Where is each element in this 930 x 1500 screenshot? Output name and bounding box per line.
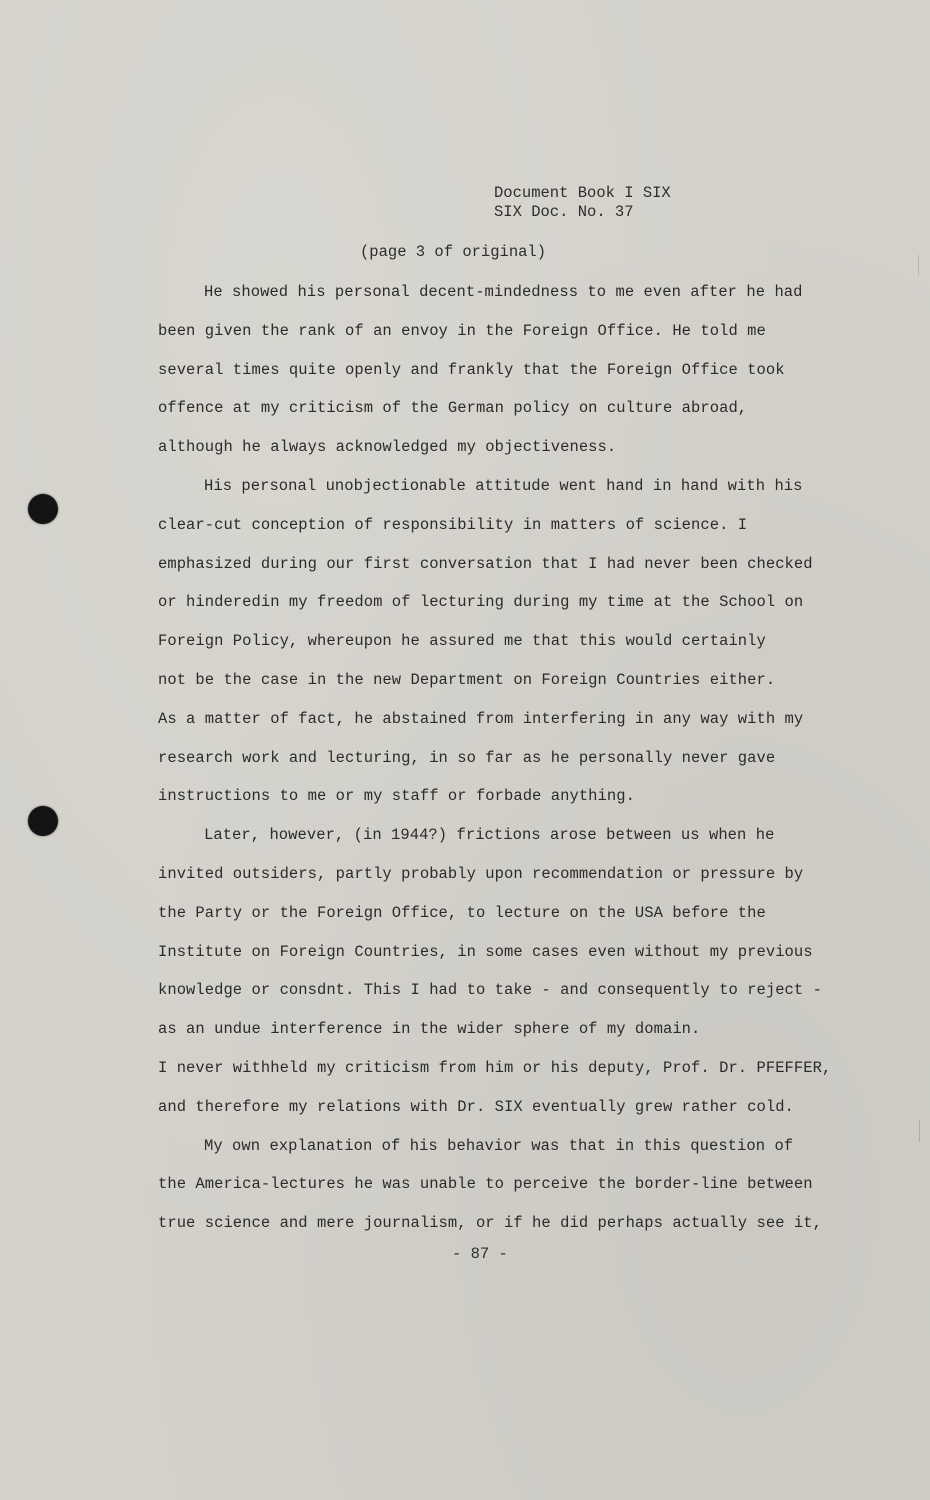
text-line: My own explanation of his behavior was that in this question of bbox=[204, 1136, 794, 1155]
text-line: He showed his personal decent-mindedness to me even after he had bbox=[204, 283, 803, 301]
punch-hole-top bbox=[28, 494, 58, 524]
text-line: Later, however, (in 1944?) frictions arose between us when he bbox=[204, 826, 775, 845]
text-line: although he always acknowledged my objectiveness. bbox=[158, 438, 617, 457]
text-line: Institute on Foreign Countries, in some cases even without my previous bbox=[158, 942, 813, 961]
text-line: emphasized during our first conversation that I had never been checked bbox=[158, 554, 813, 573]
header-doc-number: SIX Doc. No. 37 bbox=[494, 203, 634, 221]
text-line: or hinderedin my freedom of lecturing during my time at the School on bbox=[158, 593, 804, 612]
text-line: not be the case in the new Department on Foreign Countries either. bbox=[158, 670, 776, 689]
text-line: invited outsiders, partly probably upon recommendation or pressure by bbox=[158, 864, 804, 883]
header-document-book: Document Book I SIX bbox=[494, 184, 671, 202]
text-line: Foreign Policy, whereupon he assured me that this would certainly bbox=[158, 632, 766, 651]
text-line: true science and mere journalism, or if he did perhaps actually see it, bbox=[158, 1214, 822, 1233]
document-header bbox=[494, 184, 671, 222]
text-line: offence at my criticism of the German policy on culture abroad, bbox=[158, 399, 748, 418]
punch-hole-bottom bbox=[28, 806, 58, 836]
text-line: been given the rank of an envoy in the Foreign Office. He told me bbox=[158, 321, 766, 340]
page-reference: (page 3 of original) bbox=[360, 243, 547, 261]
text-line: the Party or the Foreign Office, to lecture on the USA before the bbox=[158, 903, 766, 922]
text-line: instructions to me or my staff or forbade anything. bbox=[158, 787, 635, 806]
edge-mark bbox=[919, 1120, 920, 1142]
text-line: As a matter of fact, he abstained from interfering in any way with my bbox=[158, 709, 804, 728]
edge-mark bbox=[918, 255, 919, 275]
text-line: as an undue interference in the wider sphere of my domain. bbox=[158, 1020, 701, 1039]
text-line: knowledge or consdnt. This I had to take - and consequently to reject - bbox=[158, 981, 822, 1000]
text-line: several times quite openly and frankly that the Foreign Office took bbox=[158, 360, 785, 379]
text-line: His personal unobjectionable attitude went hand in hand with his bbox=[204, 476, 803, 495]
text-line: I never withheld my criticism from him or his deputy, Prof. Dr. PFEFFER, bbox=[158, 1058, 832, 1077]
text-line: the America-lectures he was unable to perceive the border-line between bbox=[158, 1175, 813, 1194]
text-line: clear-cut conception of responsibility in matters of science. I bbox=[158, 515, 748, 534]
page-number: - 87 - bbox=[452, 1245, 508, 1263]
text-line: and therefore my relations with Dr. SIX eventually grew rather cold. bbox=[158, 1097, 794, 1116]
text-line: research work and lecturing, in so far as he personally never gave bbox=[158, 748, 776, 767]
body-text bbox=[158, 280, 858, 1250]
